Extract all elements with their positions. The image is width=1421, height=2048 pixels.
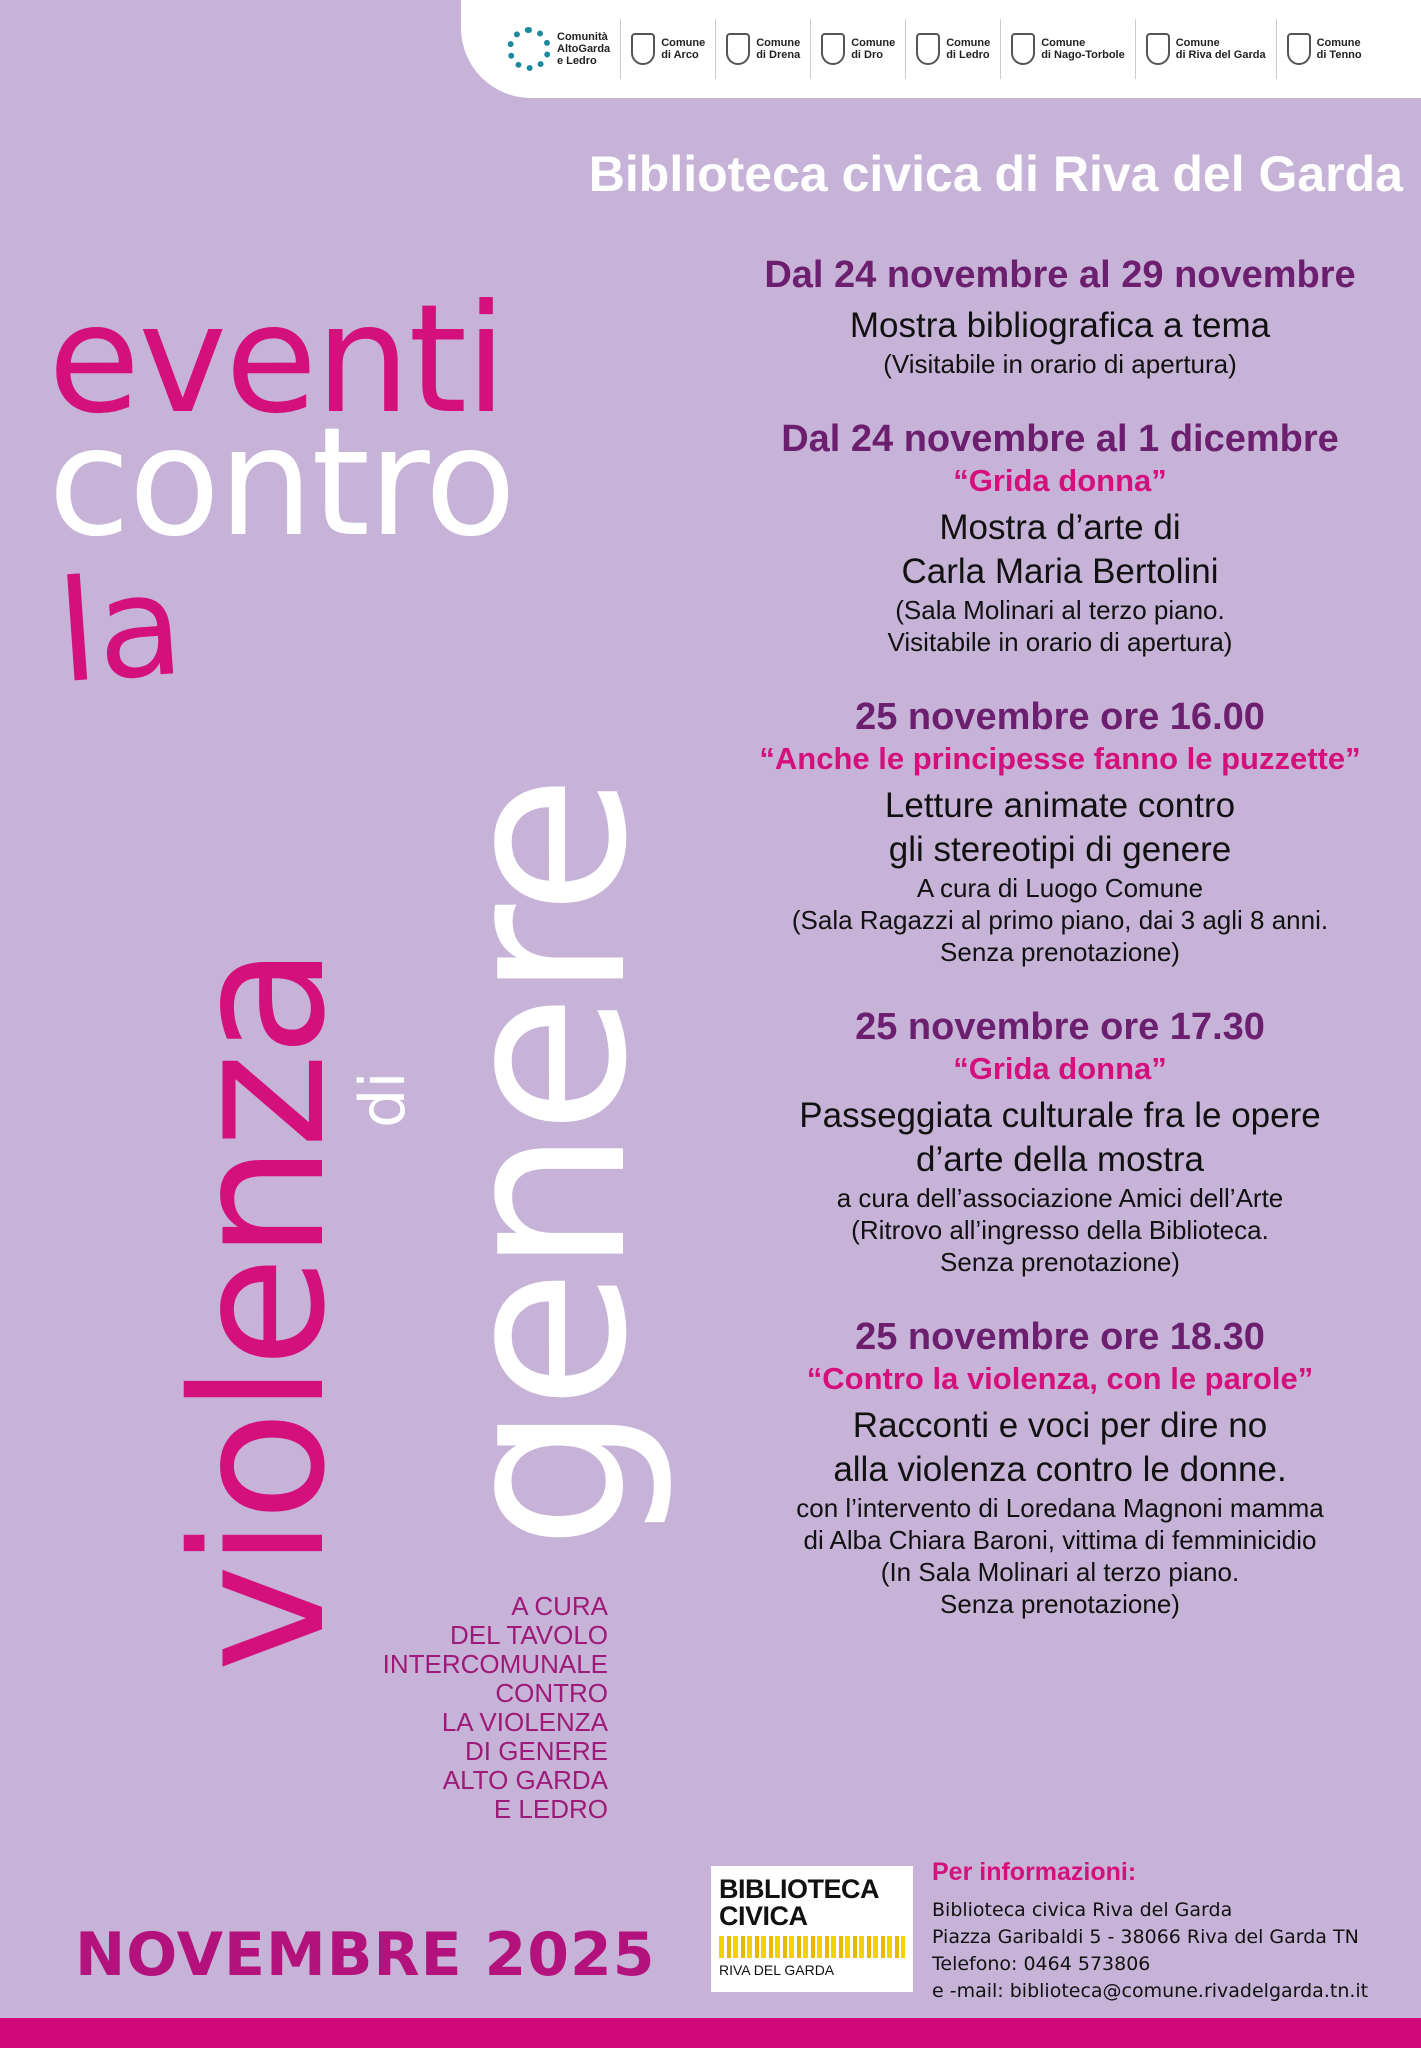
event-description: Mostra d’arte di	[939, 508, 1181, 547]
event-description: d’arte della mostra	[916, 1140, 1204, 1179]
library-logo-line2: CIVICA	[719, 1901, 808, 1931]
event-note: (In Sala Molinari al terzo piano.	[880, 1557, 1240, 1587]
event-description: Letture animate contro	[884, 786, 1236, 825]
event-note: Senza prenotazione)	[940, 937, 1180, 967]
event-date: Dal 24 novembre al 29 novembre	[764, 254, 1356, 296]
event-date: 25 novembre ore 16.00	[855, 696, 1265, 738]
sponsor-logo-label: Comune di Dro	[851, 37, 896, 61]
title-word-contro: contro	[48, 396, 515, 570]
contact-info	[932, 1858, 1368, 2005]
event-item	[700, 1004, 1420, 1278]
title-word-di: di	[346, 1071, 419, 1128]
sponsor-logo	[906, 19, 1001, 79]
event-description: Carla Maria Bertolini	[901, 552, 1219, 591]
event-title: “Grida donna”	[953, 463, 1167, 498]
event-note: di Alba Chiara Baroni, vittima di femminicidio	[803, 1525, 1317, 1555]
sponsor-logo-label: Comune di Arco	[661, 37, 706, 61]
event-title: “Grida donna”	[953, 1051, 1167, 1086]
sponsor-logo-strip	[461, 0, 1421, 98]
event-note: con l’intervento di Loredana Magnoni mamma	[796, 1493, 1324, 1523]
event-date: 25 novembre ore 18.30	[855, 1316, 1265, 1358]
event-title: “Anche le principesse fanno le puzzette”	[759, 741, 1361, 776]
event-description: Racconti e voci per dire no	[852, 1406, 1268, 1445]
event-title: “Contro la violenza, con le parole”	[806, 1361, 1314, 1396]
crest-dro-icon	[821, 33, 845, 65]
crest-arco-icon	[631, 33, 655, 65]
event-item	[700, 252, 1420, 380]
events-list	[700, 252, 1420, 1656]
crest-nago-torbole-icon	[1011, 33, 1035, 65]
organizer-credits	[383, 1592, 608, 1824]
contact-info-title: Per informazioni:	[932, 1858, 1137, 1886]
event-date: 25 novembre ore 17.30	[855, 1006, 1265, 1048]
contact-address-name: Biblioteca civica Riva del Garda	[932, 1899, 1233, 1921]
title-word-eventi: eventi	[48, 273, 505, 447]
event-note: Senza prenotazione)	[940, 1589, 1180, 1619]
event-note: (Visitabile in orario di apertura)	[883, 349, 1237, 379]
event-note: Visitabile in orario di apertura)	[887, 627, 1233, 657]
sponsor-logo-label: Comunità AltoGarda e Ledro	[557, 31, 611, 67]
library-title: Biblioteca civica di Riva del Garda	[588, 146, 1403, 202]
sponsor-logo	[811, 19, 906, 79]
sponsor-logo-label: Comune di Riva del Garda	[1175, 37, 1266, 61]
sponsor-logo-label: Comune di Nago-Torbole	[1041, 37, 1125, 61]
title-word-genere: genere	[411, 780, 678, 1550]
bookshelf-icon	[719, 1936, 905, 1958]
biblioteca-civica-logo	[711, 1866, 913, 1992]
event-item	[700, 1314, 1420, 1620]
event-item	[700, 694, 1420, 968]
event-note: (Sala Ragazzi al primo piano, dai 3 agli 8 anni.	[791, 905, 1329, 935]
library-logo-line1: BIBLIOTECA	[719, 1874, 879, 1904]
contact-phone: Telefono: 0464 573806	[932, 1953, 1151, 1975]
event-note: (Ritrovo all’ingresso della Biblioteca.	[851, 1215, 1269, 1245]
sponsor-logo	[1001, 19, 1136, 79]
credit-line: LA VIOLENZA	[441, 1707, 608, 1737]
event-note: Senza prenotazione)	[940, 1247, 1180, 1277]
crest-riva-icon	[1146, 33, 1170, 65]
title-word-la: la	[52, 543, 189, 716]
event-description: Mostra bibliografica a tema	[849, 306, 1271, 345]
contact-address-street: Piazza Garibaldi 5 - 38066 Riva del Garda TN	[932, 1926, 1359, 1948]
sponsor-logo	[1277, 19, 1372, 79]
sponsor-logo-label: Comune di Tenno	[1316, 37, 1362, 61]
credit-line: E LEDRO	[493, 1794, 608, 1824]
event-note: A cura di Luogo Comune	[916, 873, 1204, 903]
contact-email[interactable]: e -mail: biblioteca@comune.rivadelgarda.tn.it	[932, 1980, 1369, 2002]
event-item	[700, 416, 1420, 658]
event-description: gli stereotipi di genere	[888, 830, 1232, 869]
event-note: a cura dell’associazione Amici dell’Arte	[836, 1183, 1284, 1213]
credit-line: DEL TAVOLO	[450, 1620, 608, 1650]
event-date: Dal 24 novembre al 1 dicembre	[781, 418, 1339, 460]
comunita-logo-icon	[507, 27, 551, 71]
event-description: Passeggiata culturale fra le opere	[799, 1096, 1321, 1135]
bottom-accent-bar	[0, 2018, 1421, 2048]
month-label: NOVEMBRE 2025	[75, 1920, 656, 1990]
crest-ledro-icon	[916, 33, 940, 65]
credit-line: ALTO GARDA	[442, 1765, 608, 1795]
credit-line: DI GENERE	[464, 1736, 608, 1766]
event-note: (Sala Molinari al terzo piano.	[895, 595, 1225, 625]
credit-line: A CURA	[511, 1591, 608, 1621]
credit-line: CONTRO	[495, 1678, 608, 1708]
crest-tenno-icon	[1287, 33, 1311, 65]
sponsor-logo	[1136, 19, 1277, 79]
sponsor-logo-label: Comune di Ledro	[946, 37, 991, 61]
event-description: alla violenza contro le donne.	[833, 1450, 1287, 1489]
sponsor-logo-label: Comune di Drena	[756, 37, 801, 61]
sponsor-logo	[497, 19, 621, 79]
title-word-violenza: violenza	[153, 949, 365, 1672]
library-logo-line3: RIVA DEL GARDA	[719, 1962, 835, 1978]
sponsor-logo	[716, 19, 811, 79]
sponsor-logo	[621, 19, 716, 79]
crest-drena-icon	[726, 33, 750, 65]
credit-line: INTERCOMUNALE	[382, 1649, 608, 1679]
